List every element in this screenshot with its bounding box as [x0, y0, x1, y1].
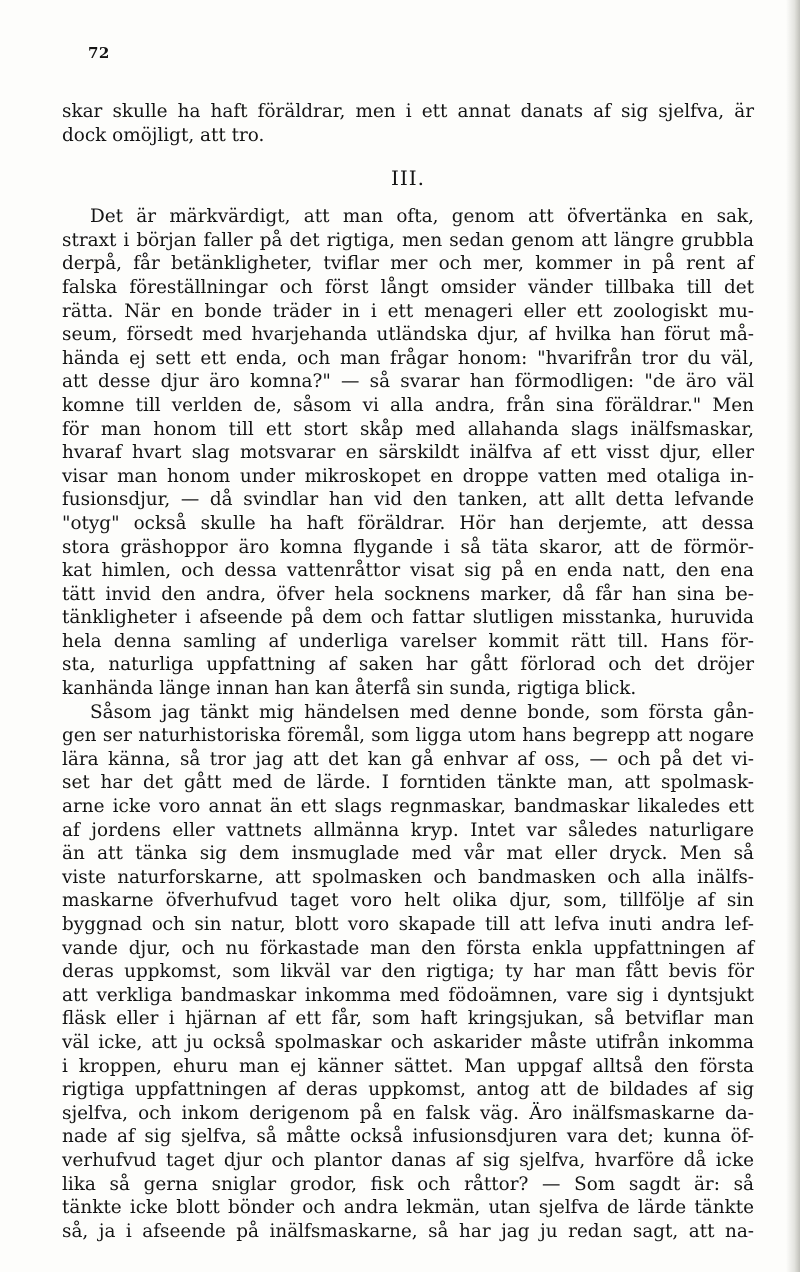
text-line: hela denna samling af underliga varelser kommit rätt till. Hans för-: [62, 630, 754, 652]
text-line: tänkte icke blott bönder och andra lekmän, utan sjelfva de lärde tänkte: [62, 1197, 754, 1219]
text-line: falska föreställningar och först långt omsider vänder tillbaka till det: [62, 276, 754, 298]
text-line: sjelfva, och inkom derigenom på en falsk väg. Äro inälfsmaskarne da-: [62, 1102, 754, 1124]
text-line: byggnad och sin natur, blott voro skapade till att lefva inuti andra lef-: [62, 914, 754, 935]
text-line: maskarne öfverhufvud taget voro helt olika djur, som, tillfölje af sin: [62, 890, 754, 912]
text-line: derpå, får betänkligheter, tviflar mer och mer, kommer in på rent af: [62, 253, 754, 275]
text-line: fläsk eller i hjärnan af ett får, som haft kringsjukan, så betviflar man: [62, 1008, 754, 1030]
text-line: dock omöjligt, att tro.: [62, 124, 265, 146]
text-line: komne till verlden de, såsom vi alla andra, från sina föräldrar." Men: [62, 394, 754, 416]
text-line: för man honom till ett stort skåp med allahanda slags inälfsmaskar,: [62, 418, 754, 440]
text-line: set har det gått med de lärde. I forntiden tänkte man, att spolmask-: [62, 772, 754, 794]
text-line: seum, försedt med hvarjehanda utländska djur, af hvilka han förut må-: [62, 324, 754, 346]
paragraph-2: [62, 701, 754, 1244]
text-line: Det är märkvärdigt, att man ofta, genom att öfvertänka en sak,: [90, 206, 754, 228]
text-line: hända ej sett ett enda, och man frågar honom: "hvarifrån tror du väl,: [62, 347, 754, 369]
text-line: "otyg" också skulle ha haft föräldrar. Hör han derjemte, att dessa: [62, 512, 754, 534]
text-line: sta, naturliga uppfattning af saken har gått förlorad och det dröjer: [62, 654, 754, 676]
text-line: fusionsdjur, — då svindlar han vid den tanken, att allt detta lefvande: [62, 489, 754, 511]
text-line: väl icke, att ju också spolmaskar och askarider måste utifrån inkomma: [62, 1031, 754, 1053]
text-line: lära känna, så tror jag att det kan gå enhvar af oss, — och på det vi-: [62, 748, 754, 770]
text-line: gen ser naturhistoriska föremål, som ligga utom hans begrepp att nogare: [62, 725, 754, 747]
text-line: rigtiga uppfattningen af deras uppkomst, antog att de bildades af sig: [62, 1079, 754, 1101]
text-line: att desse djur äro komna?" — så svarar han förmodligen: "de äro väl: [62, 371, 754, 393]
paragraph-1: [62, 205, 754, 700]
text-line: af jordens eller vattnets allmänna kryp. Intet var således naturligare: [62, 819, 754, 841]
section-heading: III.: [390, 166, 426, 191]
text-line: viste naturforskarne, att spolmasken och bandmasken och alla inälfs-: [62, 866, 754, 888]
text-line: visar man honom under mikroskopet en droppe vatten med otaliga in-: [62, 465, 754, 487]
text-line: skar skulle ha haft föräldrar, men i ett annat danats af sig sjelfva, är: [62, 101, 754, 122]
text-line: tänkligheter i afseende på dem och fattar slutligen misstanka, huruvida: [62, 607, 754, 629]
text-line: att verkliga bandmaskar inkomma med födoämnen, vare sig i dyntsjukt: [62, 984, 754, 1006]
text-line: vande djur, och nu förkastade man den första enkla uppfattningen af: [62, 937, 754, 959]
text-line: än att tänka sig dem insmuglade med vår mat eller dryck. Men så: [62, 843, 754, 865]
text-line: hvaraf hvart slag motsvarar en särskildt inälfva af ett visst djur, eller: [62, 442, 754, 464]
text-line: Såsom jag tänkt mig händelsen med denne bonde, som första gån-: [90, 701, 754, 723]
text-line: verhufvud taget djur och plantor danas af sig sjelfva, hvarföre då icke: [62, 1149, 754, 1171]
text-line: deras uppkomst, som likväl var den rigtiga; ty har man fått bevis för: [62, 961, 754, 983]
text-line: lika så gerna sniglar grodor, fisk och råttor? — Som sagdt är: så: [62, 1173, 754, 1195]
text-line: kanhända länge innan han kan återfå sin sunda, rigtiga blick.: [62, 678, 637, 700]
text-line: nade af sig sjelfva, så måtte också infusionsdjuren vara det; kunna öf-: [62, 1126, 754, 1148]
page-edge-shadow: [786, 0, 800, 1272]
text-line: straxt i början faller på det rigtiga, men sedan genom att längre grubbla: [62, 229, 754, 251]
page-number: 72: [88, 44, 110, 62]
page-text: [62, 100, 754, 1243]
text-line: i kroppen, ehuru man ej känner sättet. Man uppgaf alltså den första: [62, 1055, 754, 1077]
intro-text: [62, 100, 754, 147]
text-line: kat himlen, och dessa vattenråttor visat sig på en enda natt, den ena: [62, 560, 754, 582]
text-line: arne icke voro annat än ett slags regnmaskar, bandmaskar likaledes ett: [62, 796, 754, 818]
text-line: så, ja i afseende på inälfsmaskarne, så har jag ju redan sagt, att na-: [62, 1220, 754, 1242]
text-line: rätta. När en bonde träder in i ett menageri eller ett zoologiskt mu-: [62, 300, 754, 322]
text-line: tätt invid den andra, öfver hela socknens marker, då får han sina be-: [62, 583, 754, 605]
text-line: stora gräshoppor äro komna flygande i så täta skaror, att de förmör-: [62, 536, 754, 558]
